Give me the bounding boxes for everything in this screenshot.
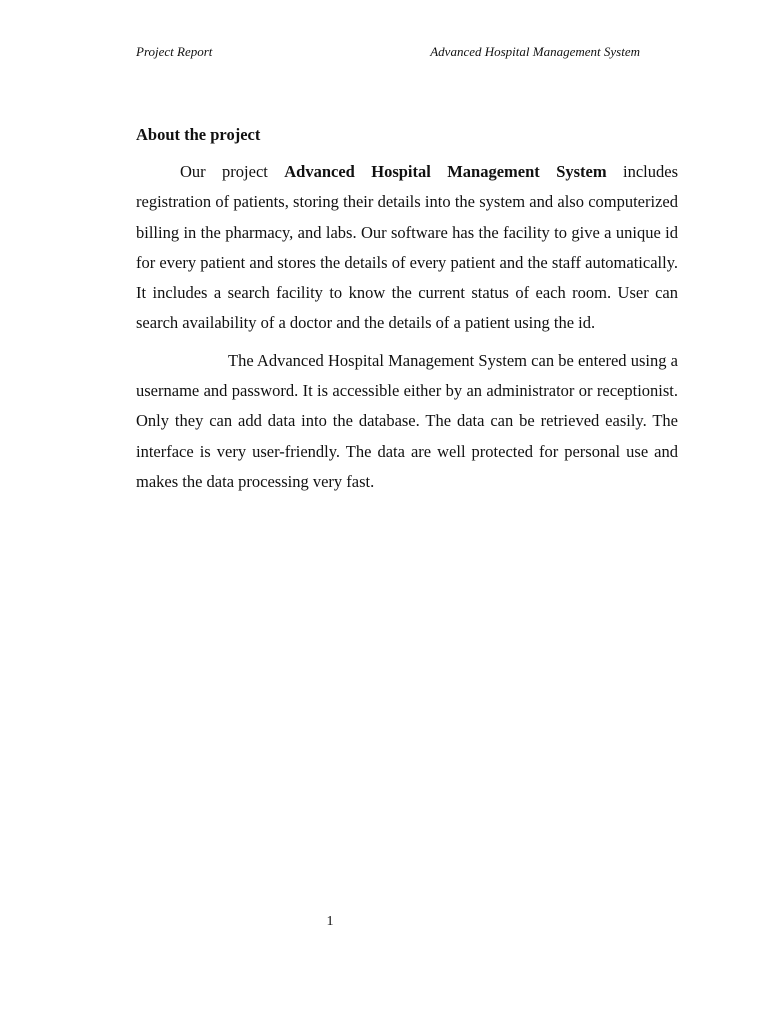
paragraph-intro-lead: Our project: [180, 162, 285, 181]
paragraph-intro-rest: includes registration of patients, storing their details into the system and also computerized billing in the pharmacy, and labs. Our software has the facility to give a unique id for every patient and stores the details of every patient and the staff automatically. It includes a search facility to know the current status of each room. User can search availability of a doctor and the details of a patient using the id.: [136, 162, 678, 333]
page-number: 1: [326, 914, 334, 929]
document-body: [136, 123, 678, 497]
header-right-text: Advanced Hospital Management System: [430, 44, 640, 59]
running-header: [136, 44, 640, 64]
header-left-text: Project Report: [136, 44, 213, 59]
project-name-bold: Advanced Hospital Management System: [284, 162, 607, 181]
paragraph-access: The Advanced Hospital Management System can be entered using a username and password. It is accessible either by an administrator or receptionist. Only they can add data into the database. The data can be retrieved easily. The interface is very user-friendly. The data are well protected for personal use and makes the data processing very fast.: [136, 350, 678, 491]
paragraph-intro: [136, 157, 678, 339]
section-heading: About the project: [136, 125, 261, 144]
